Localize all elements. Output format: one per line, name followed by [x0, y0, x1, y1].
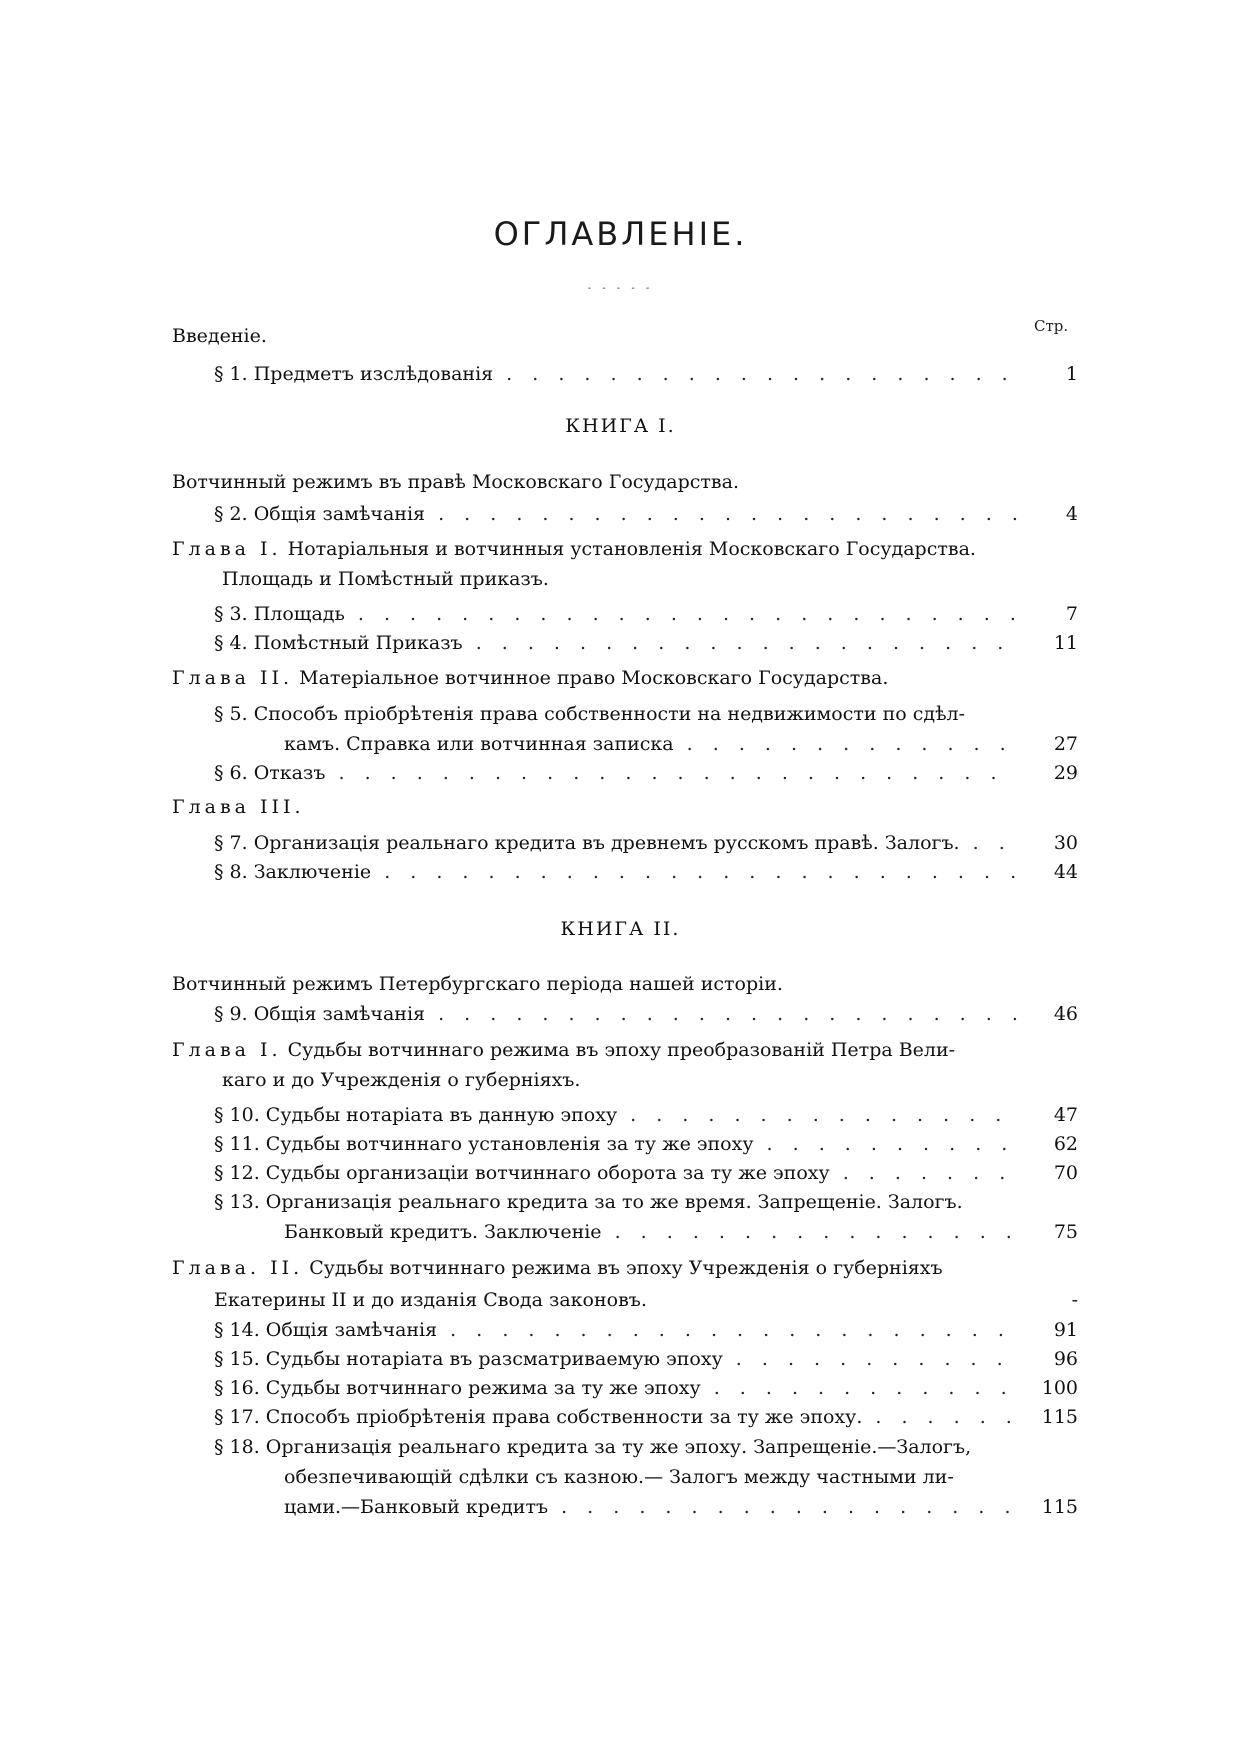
toc-entry-page: 7 [1065, 603, 1078, 625]
book-1-heading: КНИГА I. [565, 415, 676, 437]
chapter-label: Глава. II. [172, 1257, 304, 1279]
toc-entry-page: - [1071, 1289, 1078, 1311]
toc-entry-text-line2: обезпечивающій сдѣлки съ казною.— Залогъ между частными ли- [284, 1466, 954, 1488]
toc-entry-text-line1: § 13. Организація реальнаго кредита за то же время. Запрещеніе. Залогъ. [214, 1191, 963, 1213]
toc-entry-text: § 7. Организація реальнаго кредита въ древнемъ русскомъ правѣ. Залогъ. . . . [214, 829, 1018, 857]
chapter-label: Глава III. [172, 796, 305, 818]
toc-entry-text: § 3. Площадь . . . [214, 600, 1018, 628]
toc-entry-text: § 11. Судьбы вотчиннаго установленія за ту же эпоху . . . [214, 1130, 1018, 1158]
toc-entry-text: § 6. Отказъ . . . [214, 759, 1018, 787]
chapter-title: Нотаріальныя и вотчинныя установленія Московскаго Государства. [287, 538, 976, 560]
toc-entry-text: цами.—Банковый кредитъ . . . [284, 1493, 1018, 1521]
chapter-title-cont: Екатерины II и до изданія Свода законовъ. [214, 1289, 647, 1311]
toc-entry[interactable] [214, 829, 1078, 857]
toc-entry-page: 115 [1041, 1406, 1078, 1428]
toc-entry-page: 30 [1053, 832, 1078, 854]
chapter-title-cont: каго и до Учрежденія о губерніяхъ. [222, 1069, 581, 1091]
toc-entry[interactable] [214, 1159, 1078, 1187]
toc-entry-page: 4 [1065, 503, 1078, 525]
toc-entry-text: § 2. Общія замѣчанія . . . [214, 500, 1018, 528]
toc-entry-page: 29 [1053, 762, 1078, 784]
toc-entry-text: § 4. Помѣстный Приказъ . . . [214, 629, 1018, 657]
toc-entry-page: 62 [1053, 1133, 1078, 1155]
chapter-heading [172, 1254, 943, 1282]
toc-entry-text: § 9. Общія замѣчанія . . . [214, 1000, 1018, 1028]
chapter-title-cont-row [214, 1286, 1078, 1314]
chapter-title-cont: Площадь и Помѣстный приказъ. [222, 568, 549, 590]
toc-entry-page: 91 [1053, 1319, 1078, 1341]
toc-entry[interactable] [214, 360, 1078, 388]
toc-entry-page: 75 [1053, 1221, 1078, 1243]
toc-entry-page: 46 [1053, 1003, 1078, 1025]
chapter-heading [172, 535, 976, 563]
book-2-heading: КНИГА II. [560, 918, 681, 940]
toc-entry-text: камъ. Справка или вотчинная записка . . . [284, 730, 1018, 758]
book-2-subtitle: Вотчинный режимъ Петербургскаго періода нашей исторіи. [172, 973, 783, 995]
toc-entry-page: 27 [1053, 733, 1078, 755]
title-ornament: - - - - - [587, 283, 654, 294]
toc-entry[interactable] [214, 629, 1078, 657]
intro-heading: Введеніе. [172, 325, 267, 347]
toc-entry-page: 115 [1041, 1496, 1078, 1518]
toc-entry-text: § 1. Предметъ изслѣдованія . . . [214, 360, 1018, 388]
toc-entry-page: 44 [1053, 861, 1078, 883]
toc-entry-text: Банковый кредитъ. Заключеніе . . . [284, 1218, 1018, 1246]
toc-entry[interactable] [214, 1374, 1078, 1402]
page-title: ОГЛАВЛЕНІЕ. [493, 215, 748, 253]
toc-entry-text-line1: § 18. Организація реальнаго кредита за ту же эпоху. Запрещеніе.—Залогъ, [214, 1436, 972, 1458]
toc-entry[interactable] [214, 1345, 1078, 1373]
toc-entry[interactable] [214, 1000, 1078, 1028]
toc-entry[interactable] [214, 600, 1078, 628]
chapter-title: Судьбы вотчиннаго режима въ эпоху преобразованій Петра Вели- [287, 1039, 956, 1061]
toc-entry-text: § 15. Судьбы нотаріата въ разсматриваемую эпоху . . . [214, 1345, 1018, 1373]
toc-entry-page: 96 [1053, 1348, 1078, 1370]
toc-entry-text-line1: § 5. Способъ пріобрѣтенія права собственности на недвижимости по сдѣл- [214, 703, 966, 725]
chapter-title: Судьбы вотчиннаго режима въ эпоху Учрежденія о губерніяхъ [309, 1257, 943, 1279]
toc-entry-page: 100 [1041, 1377, 1078, 1399]
toc-entry-text: § 16. Судьбы вотчиннаго режима за ту же эпоху . . . [214, 1374, 1018, 1402]
toc-entry[interactable] [214, 858, 1078, 886]
toc-entry[interactable] [214, 759, 1078, 787]
book-1-subtitle: Вотчинный режимъ въ правѣ Московскаго Государства. [172, 471, 739, 493]
page-column-label: Стр. [1034, 317, 1069, 335]
toc-entry-page: 47 [1053, 1104, 1078, 1126]
toc-entry[interactable] [214, 1101, 1078, 1129]
toc-entry-text: § 12. Судьбы организаціи вотчиннаго оборота за ту же эпоху . . . [214, 1159, 1018, 1187]
chapter-label: Глава I. [172, 538, 282, 560]
chapter-heading [172, 1036, 955, 1064]
toc-entry[interactable] [284, 730, 1078, 758]
toc-entry-text: § 10. Судьбы нотаріата въ данную эпоху . . . [214, 1101, 1018, 1129]
toc-entry-page: 1 [1065, 363, 1078, 385]
toc-entry[interactable] [214, 1130, 1078, 1158]
chapter-title: Матеріальное вотчинное право Московскаго Государства. [299, 667, 889, 689]
toc-entry[interactable] [214, 1403, 1078, 1431]
toc-entry-text: § 8. Заключеніе . . . [214, 858, 1018, 886]
toc-entry-text: § 14. Общія замѣчанія . . . [214, 1316, 1018, 1344]
chapter-label: Глава I. [172, 1039, 282, 1061]
toc-entry[interactable] [284, 1218, 1078, 1246]
toc-entry-page: 70 [1053, 1162, 1078, 1184]
toc-entry[interactable] [214, 1316, 1078, 1344]
chapter-label: Глава II. [172, 667, 294, 689]
chapter-heading [172, 664, 888, 692]
toc-entry-page: 11 [1053, 632, 1078, 654]
toc-entry[interactable] [214, 500, 1078, 528]
toc-entry[interactable] [284, 1493, 1078, 1521]
toc-entry-text: § 17. Способъ пріобрѣтенія права собственности за ту же эпоху. . . . [214, 1403, 1018, 1431]
